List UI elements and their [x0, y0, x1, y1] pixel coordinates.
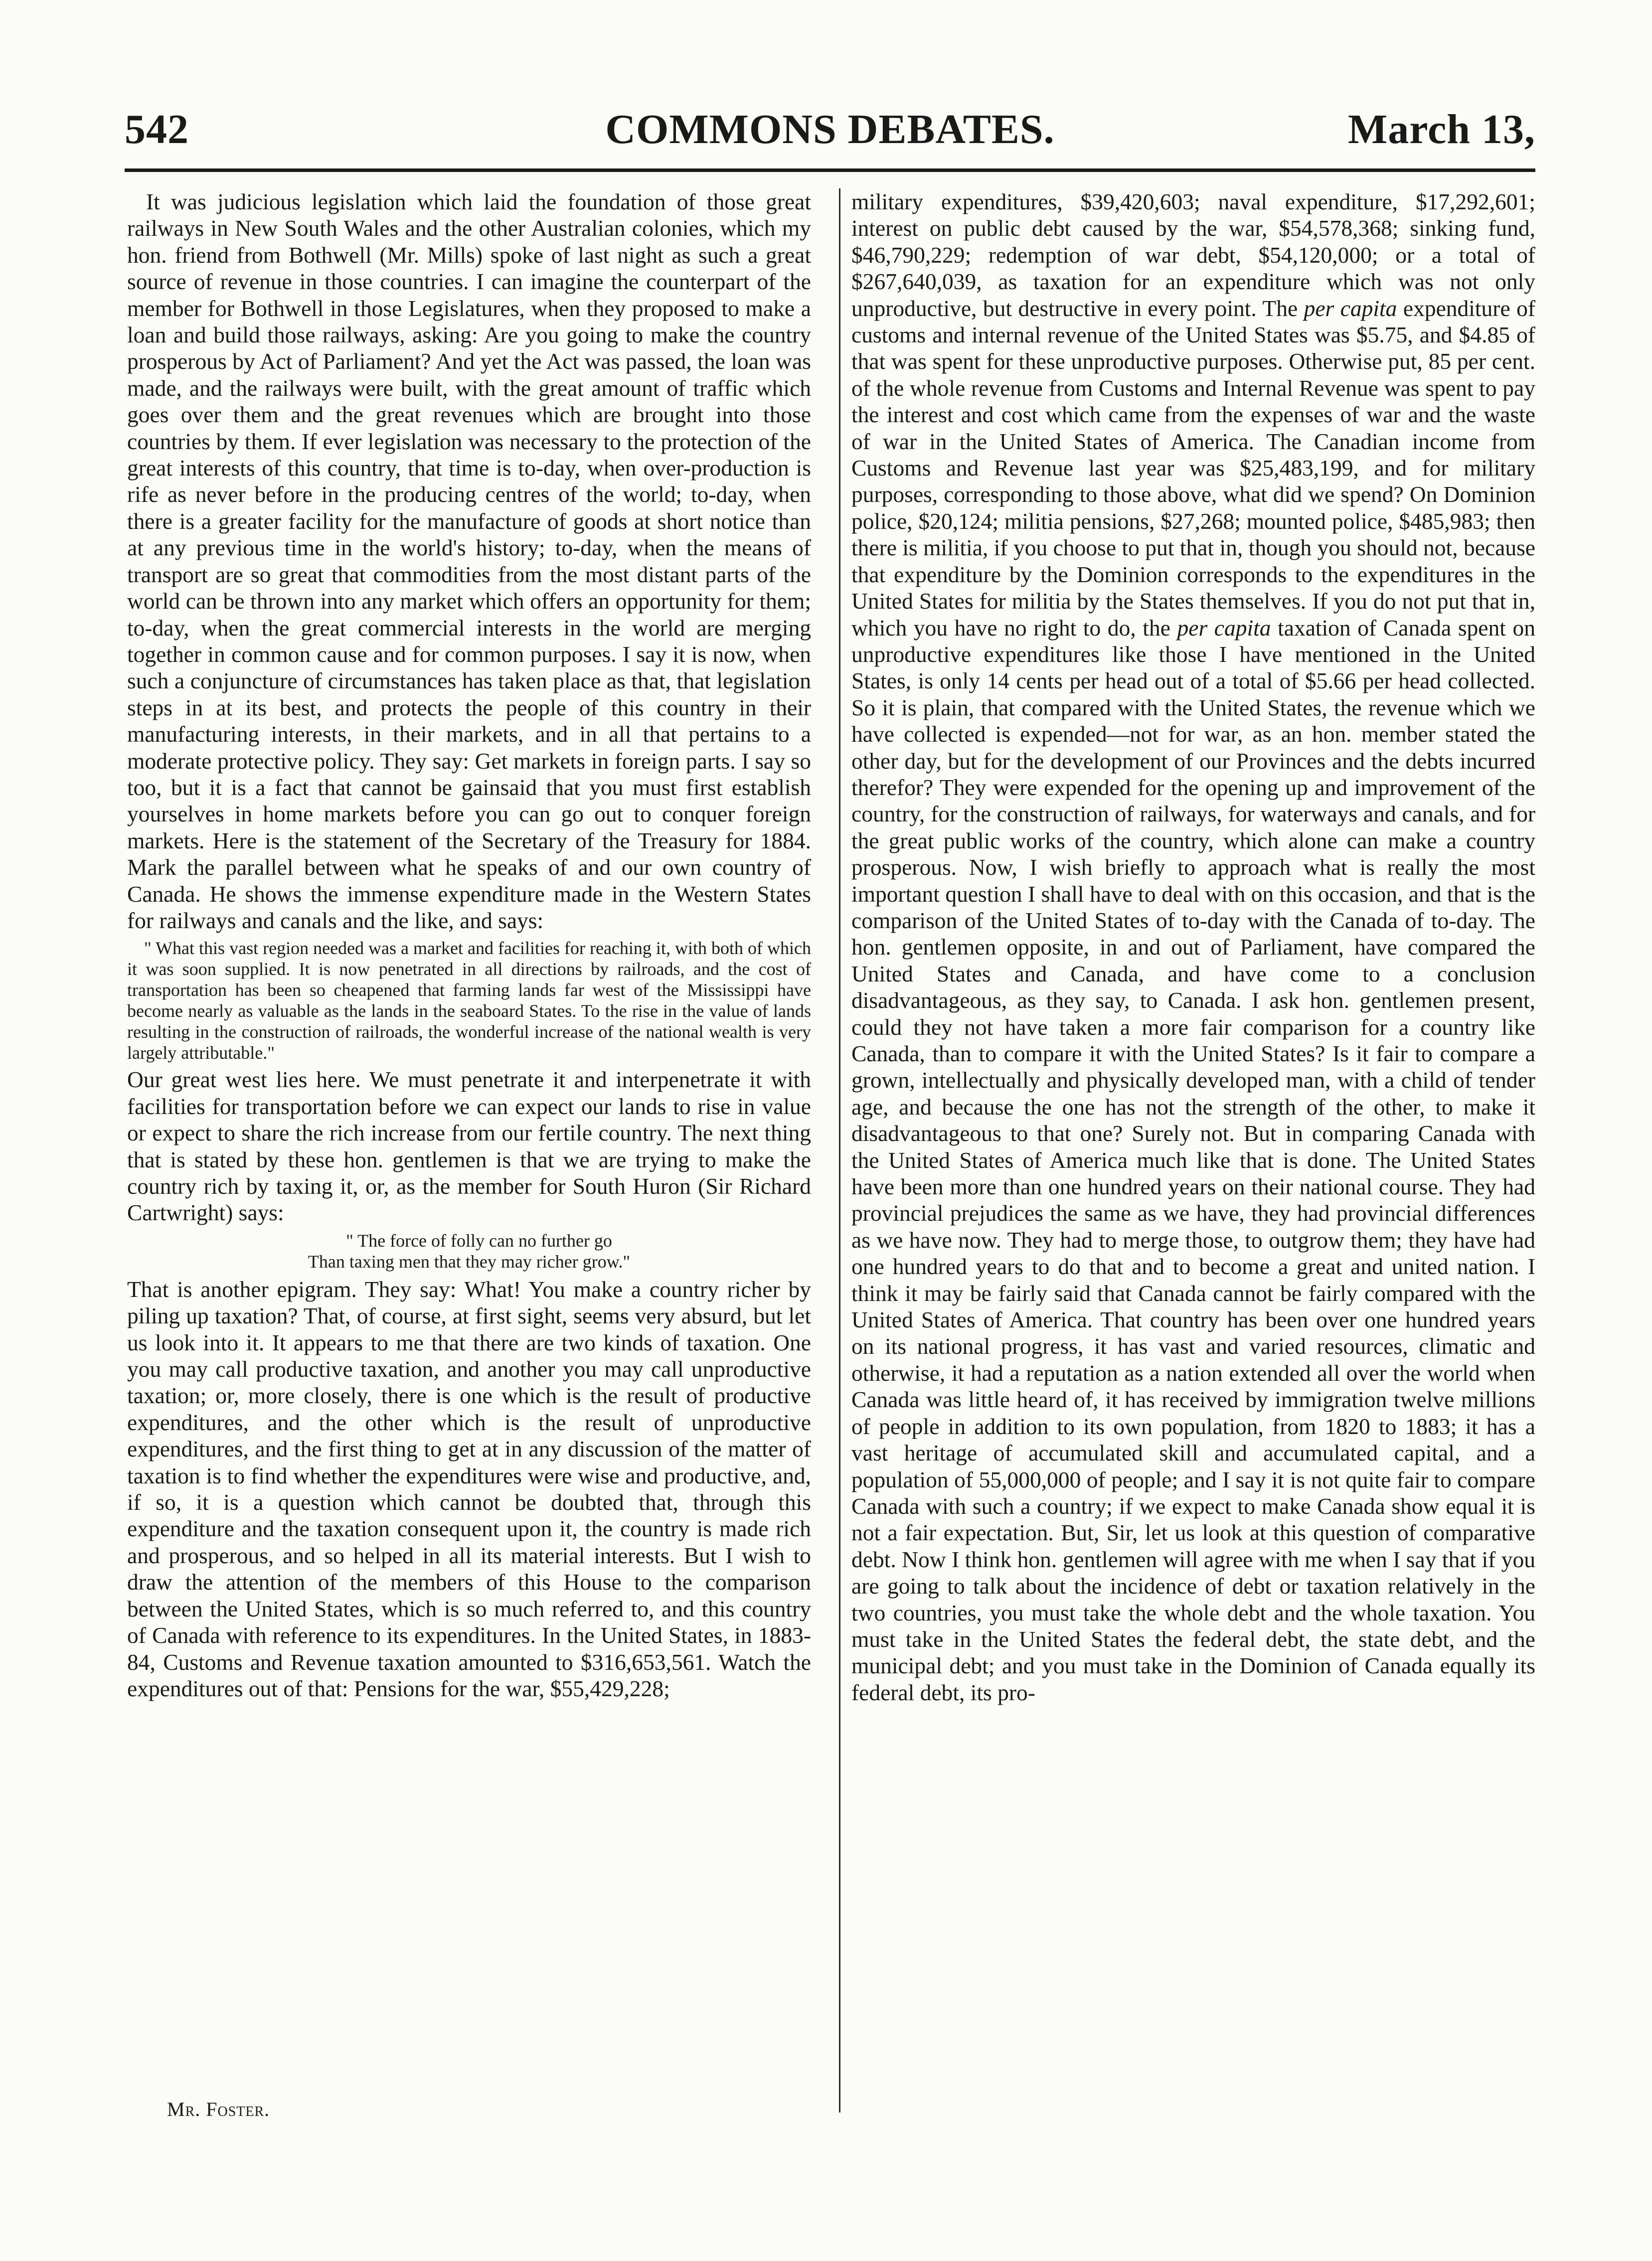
right-italic-2: per capita	[1177, 615, 1271, 641]
left-paragraph-3: That is another epigram. They say: What! You make a country richer by piling up taxation? That, of course, at first sight, seems very absurd, but let us look into it. It appears to me that there are two kinds of taxation. One you may call productive taxation, and another you may call unproductive taxation; or, more closely, there is one which is the result of productive expenditures, and the other which is the result of unproductive expenditures, and the first thing to get at in any discussion of the matter of taxation is to find whether the expenditures were wise and productive, and, if so, it is a question which cannot be doubted that, through this expenditure and the taxation consequent upon it, the country is made rich and prosperous, and so helped in all its material interests. But I wish to draw the attention of the members of this House to the comparison between the United States, which is so much referred to, and this country of Canada with reference to its expenditures. In the United States, in 1883-84, Customs and Revenue taxation amounted to $316,653,561. Watch the expenditures out of that: Pensions for the war, $55,429,228;	[127, 1276, 811, 1701]
header-rule	[125, 168, 1535, 172]
left-paragraph-2: Our great west lies here. We must penetrate it and interpenetrate it with facilities for transportation before we can expect our lands to rise in value or expect to share the rich increase from our fertile country. The next thing that is stated by these hon. gentlemen is that we are trying to make the country rich by taxing it, or, as the member for South Huron (Sir Richard Cartwright) says:	[127, 1067, 811, 1226]
left-paragraph-1: It was judicious legislation which laid the foundation of those great railways in New South Wales and the other Australian colonies, which my hon. friend from Bothwell (Mr. Mills) spoke of last night as such a great source of revenue in those countries. I can imagine the counterpart of the member for Bothwell in those Legislatures, when they proposed to make a loan and build those railways, asking: Are you going to make the country prosperous by Act of Parliament? And yet the Act was passed, the loan was made, and the railways were built, with the great amount of traffic which goes over them and the great revenues which are brought into those countries by them. If ever legislation was necessary to the protection of the great interests of this country, that time is to-day, when over-production is rife as never before in the producing centres of the world; to-day, when there is a greater facility for the manufacture of goods at short notice than at any previous time in the world's history; to-day, when the means of transport are so great that commodities from the most distant parts of the world can be thrown into any market which offers an opportunity for them; to-day, when the great commercial interests in the world are merging together in common cause and for common purposes. I say it is now, when such a conjuncture of circumstances has taken place as that, that legislation steps in at its best, and protects the people of this country in their manufacturing interests, in their markets, and in all that pertains to a moderate protective policy. They say: Get markets in foreign parts. I say so too, but it is a fact that cannot be gainsaid that you must first establish yourselves in home markets before you can go out to conquer foreign markets. Here is the statement of the Secretary of the Treasury for 1884. Mark the parallel between what he speaks of and our own country of Canada. He shows the immense expenditure made in the Western States for railways and canals and the like, and says:	[127, 189, 811, 933]
treasury-quote: " What this vast region needed was a market and facilities for reaching it, with both of which it was soon supplied. It is now penetrated in all directions by railroads, and the cost of transportation has been so cheapened that farming lands far west of the Mississippi have become nearly as valuable as the lands in the seaboard States. To the rise in the value of lands resulting in the construction of railroads, the wonderful increase of the national wealth is very largely attributable."	[127, 938, 811, 1063]
right-text-a: military expenditures, $39,420,603; naval expenditure, $17,292,601; interest on public debt caused by the war, $54,578,368; sinking fund, $46,790,229; redemption of war debt, $54,120,000; or a total of $267,640,039, as taxation for an expenditure which was not only unproductive, but destructive in every point. The	[851, 189, 1535, 321]
left-column	[127, 188, 811, 1702]
right-paragraph-1	[851, 188, 1535, 1706]
page-number: 542	[125, 106, 189, 153]
verse-line-1: " The force of folly can no further go	[346, 1230, 612, 1251]
verse-quote	[127, 1230, 811, 1272]
column-divider	[839, 188, 840, 2112]
right-text-b: expenditure of customs and internal revenue of the United States was $5.75, and $4.85 of that was spent for these unproductive purposes. Otherwise put, 85 per cent. of the whole revenue from Customs and Internal Revenue was spent to pay the interest and cost which came from the expenses of war and the waste of war in the United States of America. The Canadian income from Customs and Revenue last year was $25,483,199, and for military purposes, corresponding to those above, what did we spend? On Dominion police, $20,124; militia pensions, $27,268; mounted police, $485,983; then there is militia, if you choose to put that in, though you should not, because that expenditure by the Dominion corresponds to the expenditures in the United States for militia by the States themselves. If you do not put that in, which you have no right to do, the	[851, 295, 1536, 641]
running-date: March 13,	[1347, 106, 1535, 153]
right-column	[851, 188, 1535, 1706]
right-italic-1: per capita	[1304, 295, 1397, 321]
verse-line-2: Than taxing men that they may richer grow."	[308, 1251, 631, 1272]
speaker-name: Mr. Foster.	[167, 2098, 270, 2120]
running-title: COMMONS DEBATES.	[605, 106, 1055, 153]
running-header	[125, 100, 1535, 160]
right-text-c: taxation of Canada spent on unproductive expenditures like those I have mentioned in the United States, is only 14 cents per head out of a total of $5.66 per head collected. So it is plain, that compared with the United States, the revenue which we have collected is expended—not for war, as an hon. member stated the other day, but for the development of our Provinces and the debts incurred therefor? They were expended for the opening up and improvement of the country, for the construction of railways, for waterways and canals, and for the great public works of the country, which alone can make a country prosperous. Now, I wish briefly to approach what is really the most important question I shall have to deal with on this occasion, and that is the comparison of the United States of to-day with the Canada of to-day. The hon. gentlemen opposite, in and out of Parliament, have compared the United States and Canada, and have come to a conclusion disadvantageous, as they say, to Canada. I ask hon. gentlemen present, could they not have taken a more fair comparison for a country like Canada, than to compare it with the United States? Is it fair to compare a grown, intellectually and physically developed man, with a child of tender age, and because the one has not the strength of the other, to make it disadvantageous to that one? Surely not. But in comparing Canada with the United States of America much like that is done. The United States have been more than one hundred years on their national course. They had provincial prejudices the same as we have, they had provincial differences as we have now. They had to merge those, to outgrow them; they have had one hundred years to do that and to become a great and united nation. I think it may be fairly said that Canada cannot be fairly compared with the United States of America. That country has been over one hundred years on its national progress, it has vast and varied resources, climatic and otherwise, it had a reputation as a nation extended all over the world when Canada was little heard of, it has received by immigration twelve millions of people in addition to its own population, from 1820 to 1883; it has a vast heritage of accumulated skill and accumulated capital, and a population of 55,000,000 of people; and I say it is not quite fair to compare Canada with such a country; if we expect to make Canada show equal it is not a fair expectation. But, Sir, let us look at this question of comparative debt. Now I think hon. gentlemen will agree with me when I say that if you are going to talk about the incidence of debt or taxation relatively in the two countries, you must take the whole debt and the whole taxation. You must take in the United States the federal debt, the state debt, and the municipal debt; and you must take in the Dominion of Canada equally its federal debt, its pro-	[851, 615, 1535, 1705]
